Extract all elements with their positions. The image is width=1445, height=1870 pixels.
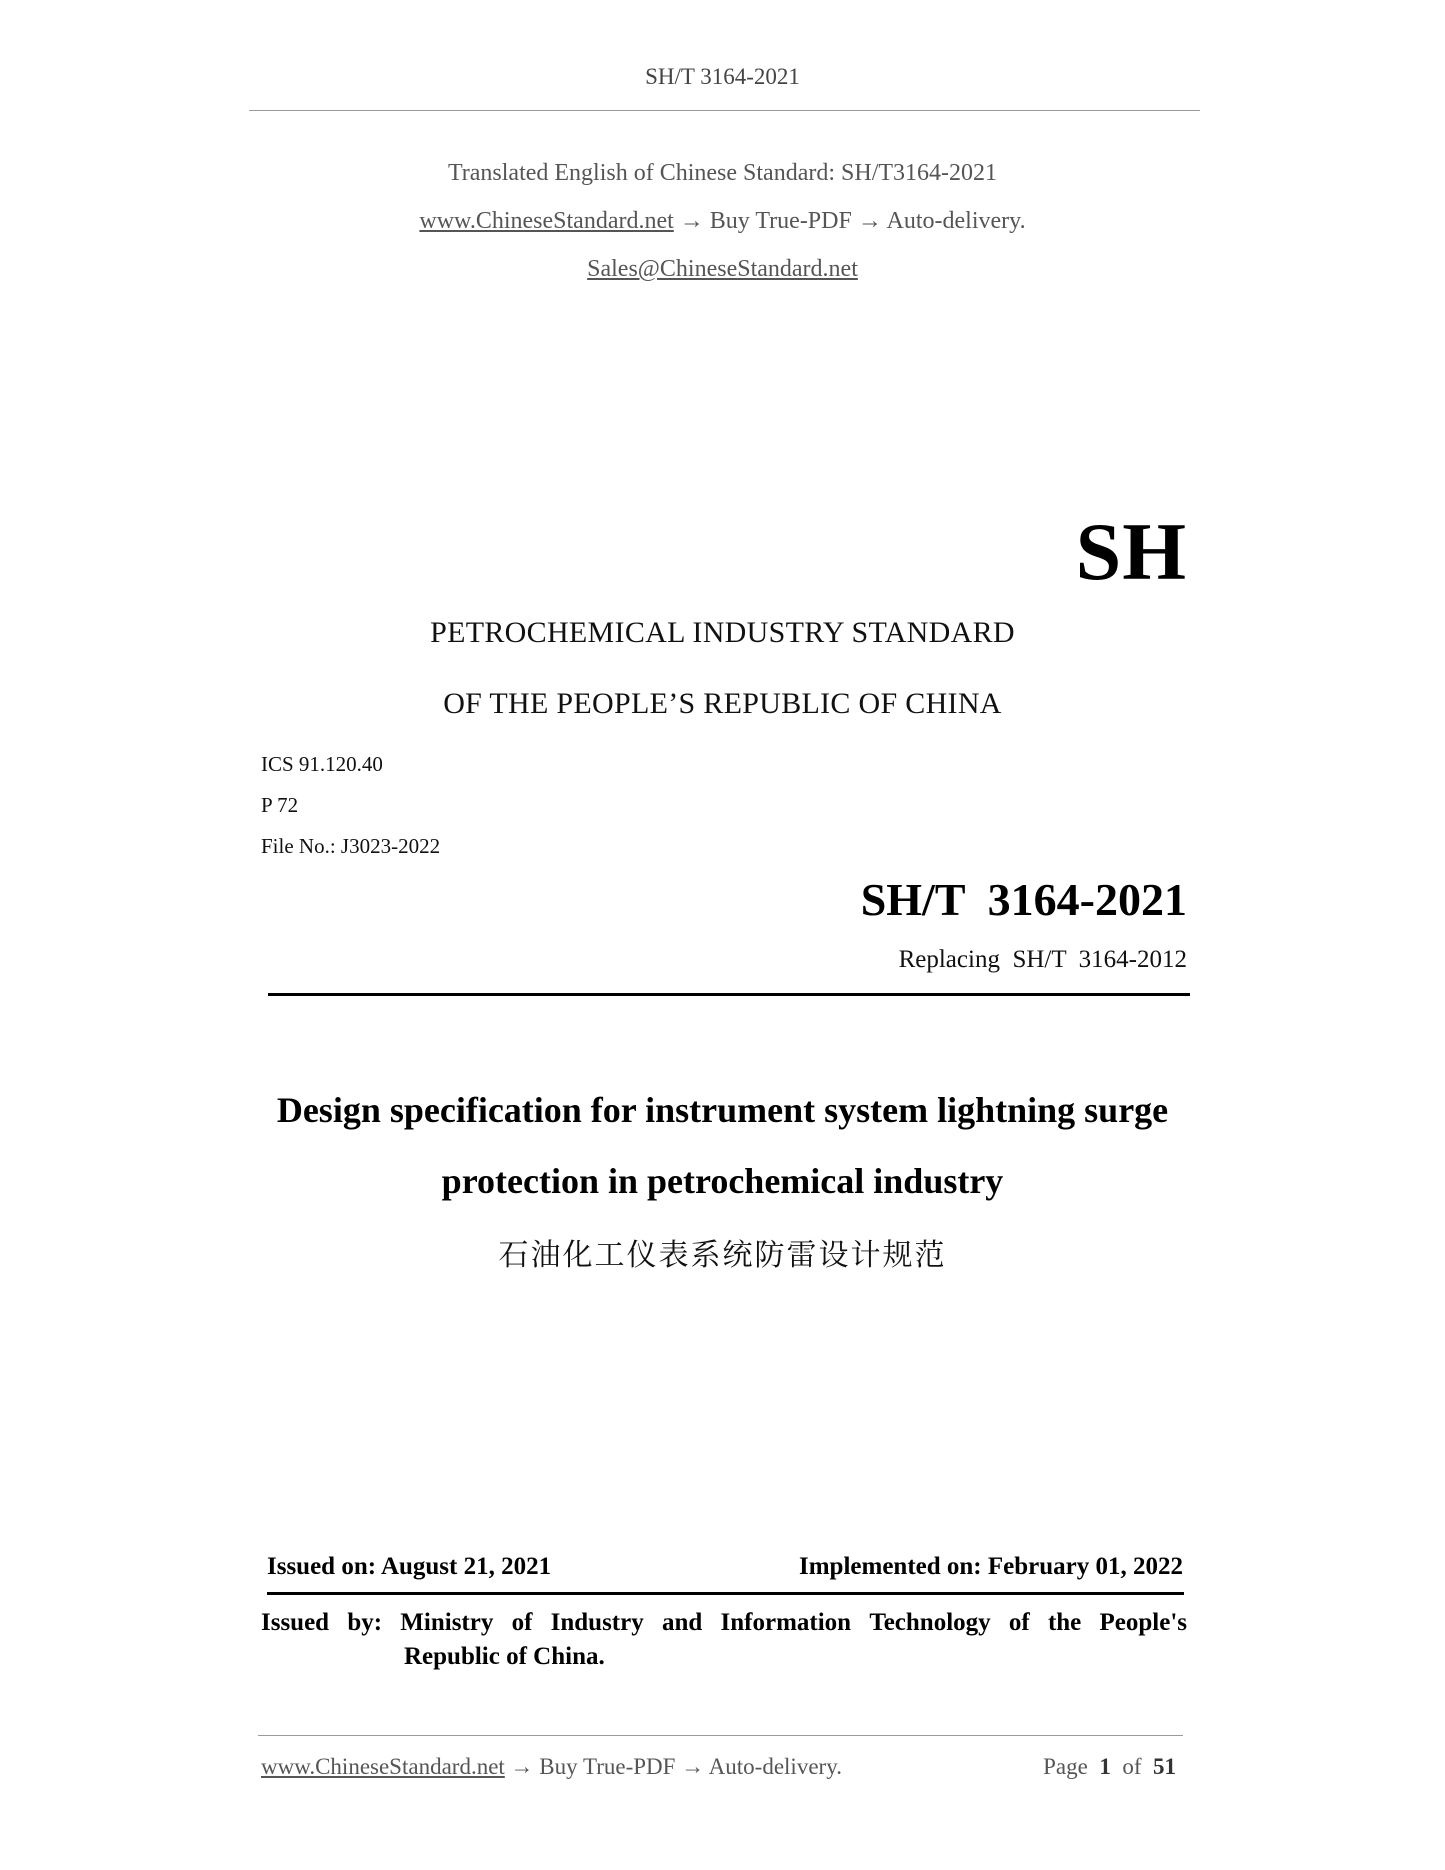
purchase-line: [0, 208, 1445, 235]
page-indicator: [1043, 1754, 1176, 1780]
replacing-standard: Replacing SH/T 3164-2012: [898, 946, 1187, 973]
translation-notice: Translated English of Chinese Standard: SH/T3164-2021: [447, 160, 998, 186]
issuer-word: Issued: [261, 1609, 330, 1636]
issuer-word: Information: [720, 1609, 852, 1636]
document-title-chinese: 石油化工仪表系统防雷设计规范: [498, 1238, 947, 1273]
issuer-word: Technology: [869, 1609, 991, 1636]
page-total: 51: [1153, 1754, 1176, 1779]
arrow-right-icon: →: [857, 208, 882, 234]
site-link[interactable]: www.ChineseStandard.net: [419, 208, 674, 234]
document-title-line2: protection in petrochemical industry: [441, 1161, 1004, 1201]
issued-by-line2: Republic of China.: [404, 1643, 605, 1670]
page-header-title: SH/T 3164-2021: [645, 64, 800, 89]
issued-by-block: [261, 1606, 1187, 1674]
issuer-word: Industry: [550, 1609, 644, 1636]
file-number: File No.: J3023-2022: [261, 834, 441, 858]
footer-delivery-text: Auto-delivery.: [708, 1754, 842, 1779]
of-label: of: [1122, 1754, 1142, 1779]
issued-by-line1: [261, 1606, 1187, 1640]
issuer-word: by:: [347, 1609, 383, 1636]
document-title-line1: Design specification for instrument system lightning surge: [276, 1090, 1169, 1130]
arrow-right-icon: →: [679, 208, 704, 234]
title-divider: [268, 993, 1190, 996]
ics-code: ICS 91.120.40: [261, 752, 383, 776]
buy-text: Buy True-PDF: [709, 208, 852, 234]
industry-standard-line1: PETROCHEMICAL INDUSTRY STANDARD: [430, 616, 1015, 649]
page-label: Page: [1043, 1754, 1088, 1779]
footer-buy-text: Buy True-PDF: [539, 1754, 676, 1779]
issuer-word: Ministry: [400, 1609, 494, 1636]
issued-on-date: Issued on: August 21, 2021: [267, 1553, 552, 1580]
footer-divider: [258, 1735, 1183, 1736]
page-number: 1: [1099, 1754, 1111, 1779]
dates-divider: [267, 1592, 1184, 1595]
issuer-word: and: [661, 1609, 703, 1636]
issuer-word: People's: [1099, 1609, 1187, 1636]
arrow-right-icon: →: [510, 1754, 534, 1779]
footer-site-link[interactable]: www.ChineseStandard.net: [261, 1754, 505, 1779]
arrow-right-icon: →: [681, 1754, 705, 1779]
delivery-text: Auto-delivery.: [886, 208, 1026, 234]
issuer-word: the: [1047, 1609, 1082, 1636]
header-divider: [249, 110, 1200, 111]
sh-logo: SH: [1075, 506, 1187, 597]
issuer-word: of: [511, 1609, 533, 1636]
p-code: P 72: [261, 793, 299, 817]
standard-number: SH/T 3164-2021: [860, 874, 1187, 925]
footer-purchase-line: [261, 1754, 842, 1780]
implemented-on-date: Implemented on: February 01, 2022: [799, 1553, 1183, 1580]
email-line: [0, 256, 1445, 283]
issuer-word: of: [1008, 1609, 1030, 1636]
email-link[interactable]: Sales@ChineseStandard.net: [587, 256, 858, 282]
industry-standard-line2: OF THE PEOPLE’S REPUBLIC OF CHINA: [443, 687, 1002, 720]
